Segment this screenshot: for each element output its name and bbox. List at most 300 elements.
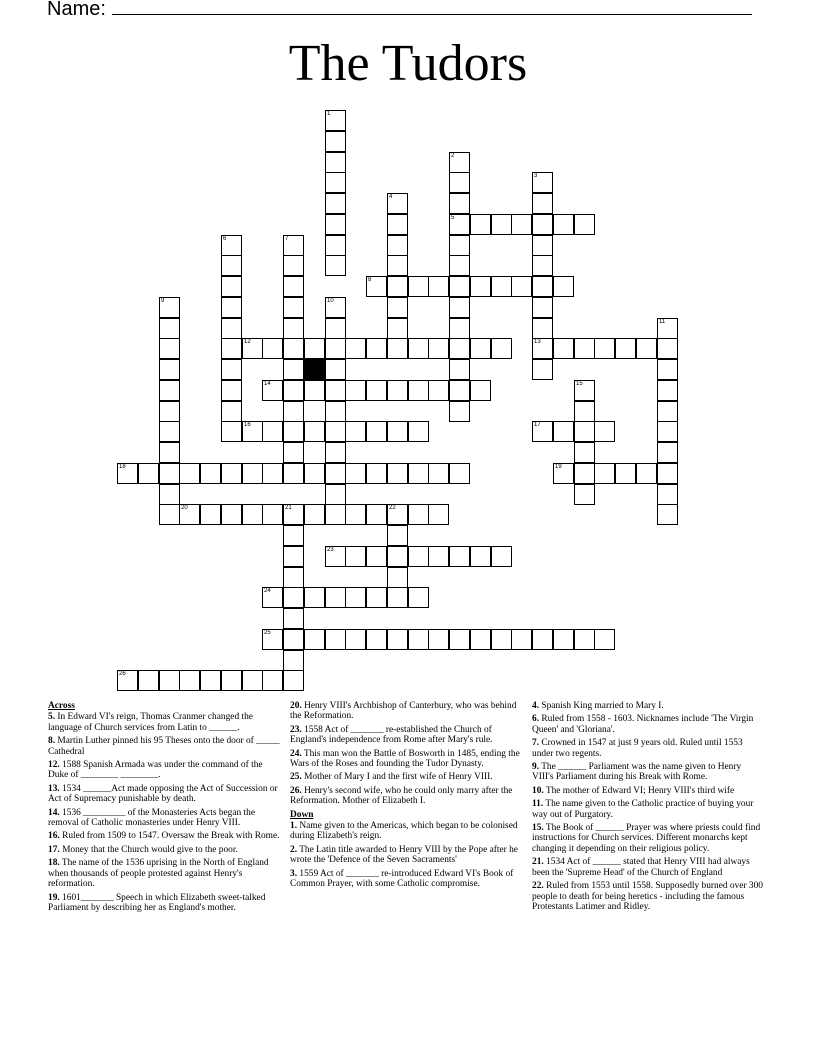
grid-cell[interactable] <box>449 401 470 422</box>
clue-text: Crowned in 1547 at just 9 years old. Ruled until 1553 under two regents. <box>532 738 743 759</box>
grid-cell[interactable] <box>325 255 346 276</box>
grid-cell[interactable] <box>449 235 470 256</box>
grid-cell[interactable] <box>574 380 595 401</box>
grid-cell[interactable] <box>408 463 429 484</box>
grid-cell[interactable] <box>574 338 595 359</box>
grid-cell[interactable] <box>449 318 470 339</box>
clue-number-label: 13. <box>48 783 60 794</box>
grid-cell[interactable] <box>553 421 574 442</box>
grid-cell[interactable] <box>283 463 304 484</box>
grid-cell[interactable] <box>179 504 200 525</box>
grid-cell[interactable] <box>325 401 346 422</box>
grid-cell[interactable] <box>325 214 346 235</box>
grid-cell[interactable] <box>449 380 470 401</box>
grid-cell[interactable] <box>387 421 408 442</box>
grid-cell[interactable] <box>283 587 304 608</box>
grid-cell[interactable] <box>221 401 242 422</box>
grid-cell[interactable] <box>387 297 408 318</box>
grid-cell[interactable] <box>387 193 408 214</box>
grid-cell[interactable] <box>491 546 512 567</box>
clue-text: Money that the Church would give to the poor. <box>59 844 238 855</box>
clue-text: The name of the 1536 uprising in the North of England when thousands of people protested against Henry's reformation. <box>48 858 269 890</box>
grid-cell[interactable] <box>283 442 304 463</box>
grid-cell[interactable] <box>159 297 180 318</box>
grid-cell[interactable] <box>283 338 304 359</box>
grid-cell[interactable] <box>594 338 615 359</box>
grid-cell[interactable] <box>179 463 200 484</box>
grid-cell[interactable] <box>594 629 615 650</box>
grid-cell[interactable] <box>532 276 553 297</box>
grid-cell[interactable] <box>221 421 242 442</box>
grid-cell[interactable] <box>159 338 180 359</box>
clue-across <box>290 772 522 782</box>
grid-cell[interactable] <box>325 359 346 380</box>
grid-cell[interactable] <box>408 587 429 608</box>
grid-cell[interactable] <box>387 546 408 567</box>
grid-cell[interactable] <box>532 255 553 276</box>
grid-cell[interactable] <box>221 359 242 380</box>
grid-cell[interactable] <box>325 152 346 173</box>
grid-cell[interactable] <box>283 235 304 256</box>
grid-cell[interactable] <box>532 214 553 235</box>
grid-cell[interactable] <box>366 380 387 401</box>
grid-cell[interactable] <box>428 338 449 359</box>
clue-text: 1601_______ Speech in which Elizabeth sweet-talked Parliament by describing her as England's mother. <box>48 892 266 913</box>
grid-cell[interactable] <box>532 235 553 256</box>
grid-cell[interactable] <box>511 629 532 650</box>
grid-cell[interactable] <box>366 338 387 359</box>
grid-cell[interactable] <box>387 276 408 297</box>
name-label: Name: <box>47 0 106 20</box>
clue-number-label: 4. <box>532 701 540 711</box>
grid-cell[interactable] <box>283 401 304 422</box>
grid-cell[interactable] <box>657 463 678 484</box>
grid-cell[interactable] <box>221 338 242 359</box>
grid-cell[interactable] <box>283 276 304 297</box>
clue-text: 1534 Act of ______ stated that Henry VIII had always been the 'Supreme Head' of the Church of England <box>532 857 750 878</box>
grid-cell[interactable] <box>366 276 387 297</box>
grid-cell[interactable] <box>283 297 304 318</box>
grid-cell[interactable] <box>221 297 242 318</box>
grid-cell[interactable] <box>200 463 221 484</box>
grid-cell[interactable] <box>428 463 449 484</box>
grid-cell[interactable] <box>283 629 304 650</box>
clue-across <box>48 712 280 733</box>
grid-cell[interactable] <box>304 380 325 401</box>
grid-cell[interactable] <box>283 255 304 276</box>
grid-cell[interactable] <box>636 463 657 484</box>
clue-down <box>532 738 764 759</box>
grid-cell[interactable] <box>657 401 678 422</box>
clue-text: Mother of Mary I and the first wife of Henry VIII. <box>301 772 493 783</box>
grid-cell[interactable] <box>283 608 304 629</box>
grid-cell[interactable] <box>594 421 615 442</box>
clue-across <box>48 831 280 841</box>
clue-number: 26 <box>119 671 126 677</box>
grid-cell[interactable] <box>449 193 470 214</box>
grid-cell[interactable] <box>574 401 595 422</box>
grid-cell[interactable] <box>345 587 366 608</box>
grid-cell[interactable] <box>304 629 325 650</box>
grid-cell[interactable] <box>345 504 366 525</box>
grid-cell[interactable] <box>159 380 180 401</box>
clue-number-label: 23. <box>290 724 302 735</box>
grid-cell[interactable] <box>470 214 491 235</box>
grid-cell[interactable] <box>283 567 304 588</box>
grid-cell[interactable] <box>470 338 491 359</box>
clue-number: 24 <box>264 588 271 594</box>
grid-cell[interactable] <box>242 421 263 442</box>
grid-cell[interactable] <box>283 318 304 339</box>
clue-number: 6 <box>223 236 227 242</box>
grid-cell[interactable] <box>491 338 512 359</box>
grid-cell[interactable] <box>574 421 595 442</box>
grid-cell[interactable] <box>532 297 553 318</box>
grid-cell[interactable] <box>408 629 429 650</box>
grid-cell[interactable] <box>325 421 346 442</box>
clue-text: Ruled from 1558 - 1603. Nicknames include 'The Virgin Queen' and 'Gloriana'. <box>532 714 754 735</box>
grid-cell[interactable] <box>262 463 283 484</box>
grid-cell[interactable] <box>428 380 449 401</box>
grid-cell[interactable] <box>387 235 408 256</box>
grid-cell[interactable] <box>532 318 553 339</box>
grid-cell[interactable] <box>325 463 346 484</box>
grid-cell[interactable] <box>366 421 387 442</box>
grid-cell[interactable] <box>242 504 263 525</box>
grid-cell[interactable] <box>325 587 346 608</box>
clue-number-label: 16. <box>48 831 60 842</box>
grid-cell[interactable] <box>574 463 595 484</box>
grid-cell[interactable] <box>283 546 304 567</box>
grid-cell[interactable] <box>262 380 283 401</box>
grid-cell[interactable] <box>221 463 242 484</box>
grid-cell[interactable] <box>159 463 180 484</box>
grid-cell[interactable] <box>657 318 678 339</box>
clue-down <box>532 799 764 820</box>
grid-cell[interactable] <box>325 380 346 401</box>
grid-cell[interactable] <box>574 214 595 235</box>
clue-text: 1558 Act of _______ re-established the Church of England's independence from Rome after Mary's rule. <box>290 724 493 746</box>
grid-cell[interactable] <box>532 193 553 214</box>
clue-text: The name given to the Catholic practice of buying your way out of Purgatory. <box>532 799 754 820</box>
grid-cell[interactable] <box>553 276 574 297</box>
clue-number: 21 <box>285 505 292 511</box>
grid-cell[interactable] <box>428 504 449 525</box>
grid-cell[interactable] <box>387 463 408 484</box>
clue-section-heading: Across <box>48 701 75 711</box>
clue-number-label: 10. <box>532 785 544 796</box>
grid-cell[interactable] <box>159 484 180 505</box>
grid-cell[interactable] <box>428 546 449 567</box>
grid-cell[interactable] <box>470 629 491 650</box>
grid-cell[interactable] <box>449 338 470 359</box>
grid-cell[interactable] <box>470 546 491 567</box>
grid-cell[interactable] <box>491 629 512 650</box>
clue-number-label: 14. <box>48 807 60 818</box>
grid-cell[interactable] <box>366 629 387 650</box>
grid-cell[interactable] <box>615 463 636 484</box>
grid-cell[interactable] <box>345 380 366 401</box>
clue-text: Name given to the Americas, which began to be colonised during Elizabeth's reign. <box>290 821 518 842</box>
grid-cell[interactable] <box>387 214 408 235</box>
clue-across <box>48 760 280 781</box>
grid-cell[interactable] <box>387 525 408 546</box>
grid-cell[interactable] <box>532 629 553 650</box>
grid-cell[interactable] <box>138 463 159 484</box>
grid-cell[interactable] <box>159 442 180 463</box>
grid-cell[interactable] <box>511 214 532 235</box>
grid-cell[interactable] <box>325 338 346 359</box>
clue-number: 3 <box>534 173 538 179</box>
grid-cell[interactable] <box>574 629 595 650</box>
grid-cell[interactable] <box>345 338 366 359</box>
grid-cell[interactable] <box>262 587 283 608</box>
grid-cell[interactable] <box>345 421 366 442</box>
grid-cell[interactable] <box>138 670 159 691</box>
grid-cell[interactable] <box>325 110 346 131</box>
clue-number-label: 25. <box>290 772 302 783</box>
grid-cell[interactable] <box>657 504 678 525</box>
grid-cell[interactable] <box>387 318 408 339</box>
grid-cell[interactable] <box>657 338 678 359</box>
clue-text: Martin Luther pinned his 95 Theses onto the door of _____ Cathedral <box>48 736 280 757</box>
clue-number-label: 9. <box>532 762 540 773</box>
grid-cell[interactable] <box>159 421 180 442</box>
clue-number-label: 7. <box>532 738 540 749</box>
clue-text: Ruled from 1509 to 1547. Oversaw the Break with Rome. <box>59 831 280 842</box>
clue-number-label: 2. <box>290 844 298 855</box>
grid-cell[interactable] <box>449 276 470 297</box>
grid-cell[interactable] <box>657 421 678 442</box>
grid-cell[interactable] <box>553 214 574 235</box>
grid-cell[interactable] <box>159 318 180 339</box>
clue-text: Henry VIII's Archbishop of Canterbury, who was behind the Reformation. <box>290 701 517 722</box>
grid-cell[interactable] <box>159 359 180 380</box>
grid-cell[interactable] <box>408 380 429 401</box>
grid-cell[interactable] <box>221 504 242 525</box>
clue-number-label: 1. <box>290 821 298 832</box>
grid-cell[interactable] <box>532 338 553 359</box>
grid-cell[interactable] <box>283 504 304 525</box>
grid-cell[interactable] <box>325 131 346 152</box>
grid-cell[interactable] <box>387 255 408 276</box>
grid-cell[interactable] <box>449 359 470 380</box>
clue-down <box>532 701 764 711</box>
clue-across <box>48 808 280 829</box>
clue-text: Henry's second wife, who he could only marry after the Reformation. Mother of Elizabeth I. <box>290 785 513 807</box>
clue-number: 9 <box>161 298 165 304</box>
grid-cell[interactable] <box>449 629 470 650</box>
grid-cell[interactable] <box>325 504 346 525</box>
grid-cell[interactable] <box>283 380 304 401</box>
grid-cell[interactable] <box>325 629 346 650</box>
grid-cell[interactable] <box>657 442 678 463</box>
clue-number: 22 <box>389 505 396 511</box>
clue-number: 18 <box>119 464 126 470</box>
clue-across <box>290 749 522 770</box>
grid-cell[interactable] <box>491 214 512 235</box>
clues-column-1 <box>48 701 280 916</box>
clue-number-label: 15. <box>532 823 544 834</box>
clue-text: 1559 Act of _______ re-introduced Edward VI's Book of Common Prayer, with some Catholic compromise. <box>290 868 514 890</box>
grid-cell[interactable] <box>159 670 180 691</box>
clue-number: 15 <box>576 381 583 387</box>
clue-down <box>290 821 522 842</box>
clue-number: 17 <box>534 422 541 428</box>
grid-cell[interactable] <box>366 587 387 608</box>
clue-number: 14 <box>264 381 271 387</box>
grid-cell[interactable] <box>491 276 512 297</box>
grid-cell[interactable] <box>532 421 553 442</box>
clue-number: 13 <box>534 339 541 345</box>
grid-cell[interactable] <box>221 276 242 297</box>
clue-text: The Book of ______ Prayer was where priests could find instructions for Church services. Different monarchs kept changing it depending on their religious policy. <box>532 823 761 854</box>
grid-cell[interactable] <box>470 276 491 297</box>
grid-cell[interactable] <box>242 670 263 691</box>
clues-column-3 <box>532 701 764 915</box>
grid-cell[interactable] <box>242 338 263 359</box>
grid-cell[interactable] <box>221 235 242 256</box>
grid-cell[interactable] <box>387 567 408 588</box>
grid-cell[interactable] <box>262 504 283 525</box>
clue-number: 5 <box>451 215 455 221</box>
clue-down <box>290 845 522 866</box>
grid-cell[interactable] <box>511 276 532 297</box>
grid-cell[interactable] <box>574 484 595 505</box>
grid-cell[interactable] <box>574 442 595 463</box>
grid-cell[interactable] <box>366 463 387 484</box>
grid-cell[interactable] <box>636 338 657 359</box>
grid-cell[interactable] <box>449 297 470 318</box>
grid-cell[interactable] <box>159 504 180 525</box>
grid-cell[interactable] <box>408 338 429 359</box>
grid-cell[interactable] <box>283 359 304 380</box>
grid-cell[interactable] <box>366 504 387 525</box>
grid-cell[interactable] <box>283 650 304 671</box>
grid-cell[interactable] <box>387 504 408 525</box>
clues-column-2 <box>290 701 522 893</box>
grid-cell[interactable] <box>428 276 449 297</box>
grid-cell[interactable] <box>470 380 491 401</box>
grid-cell[interactable] <box>200 670 221 691</box>
grid-cell[interactable] <box>366 546 387 567</box>
grid-cell[interactable] <box>221 318 242 339</box>
grid-cell[interactable] <box>325 297 346 318</box>
grid-cell[interactable] <box>408 276 429 297</box>
clue-down <box>532 823 764 854</box>
grid-cell[interactable] <box>262 670 283 691</box>
grid-cell[interactable] <box>345 629 366 650</box>
grid-cell[interactable] <box>304 587 325 608</box>
grid-cell[interactable] <box>408 421 429 442</box>
grid-cell[interactable] <box>615 338 636 359</box>
grid-cell[interactable] <box>325 546 346 567</box>
grid-cell[interactable] <box>262 629 283 650</box>
grid-cell[interactable] <box>283 421 304 442</box>
clue-number-label: 12. <box>48 760 60 771</box>
clue-number-label: 26. <box>290 785 302 796</box>
grid-cell[interactable] <box>387 338 408 359</box>
clue-across <box>48 736 280 757</box>
grid-cell[interactable] <box>428 629 449 650</box>
grid-cell[interactable] <box>325 484 346 505</box>
grid-cell[interactable] <box>325 235 346 256</box>
grid-cell[interactable] <box>594 463 615 484</box>
clue-down <box>532 881 764 912</box>
grid-cell[interactable] <box>304 338 325 359</box>
clue-number: 8 <box>368 277 372 283</box>
grid-cell[interactable] <box>532 172 553 193</box>
grid-cell[interactable] <box>408 546 429 567</box>
clue-number: 19 <box>555 464 562 470</box>
grid-cell[interactable] <box>345 463 366 484</box>
grid-cell[interactable] <box>553 463 574 484</box>
grid-cell[interactable] <box>221 380 242 401</box>
grid-cell[interactable] <box>449 152 470 173</box>
clue-number-label: 5. <box>48 712 56 723</box>
grid-cell[interactable] <box>449 255 470 276</box>
grid-cell[interactable] <box>449 463 470 484</box>
grid-cell[interactable] <box>408 504 429 525</box>
grid-cell[interactable] <box>532 359 553 380</box>
grid-cell[interactable] <box>283 525 304 546</box>
grid-cell[interactable] <box>262 338 283 359</box>
grid-cell[interactable] <box>262 421 283 442</box>
grid-cell[interactable] <box>159 401 180 422</box>
clue-section-heading: Down <box>290 809 314 820</box>
clue-number: 4 <box>389 194 393 200</box>
grid-cell[interactable] <box>449 172 470 193</box>
clue-down <box>532 762 764 783</box>
page-title: The Tudors <box>288 35 528 92</box>
clue-across <box>48 858 280 889</box>
clue-number: 2 <box>451 153 455 159</box>
grid-cell[interactable] <box>449 214 470 235</box>
grid-cell[interactable] <box>221 670 242 691</box>
grid-cell[interactable] <box>387 629 408 650</box>
grid-cell[interactable] <box>283 670 304 691</box>
grid-cell[interactable] <box>387 587 408 608</box>
grid-cell[interactable] <box>179 670 200 691</box>
grid-cell[interactable] <box>304 421 325 442</box>
grid-cell[interactable] <box>304 463 325 484</box>
grid-cell[interactable] <box>345 546 366 567</box>
grid-cell[interactable] <box>325 193 346 214</box>
clue-number: 7 <box>285 236 289 242</box>
clue-number-label: 17. <box>48 844 60 855</box>
grid-cell[interactable] <box>387 380 408 401</box>
grid-cell[interactable] <box>221 255 242 276</box>
grid-cell[interactable] <box>117 670 138 691</box>
clue-number-label: 19. <box>48 892 60 903</box>
clue-text: 1536 _________ of the Monasteries Acts began the removal of Catholic monasteries under Henry VIII. <box>48 807 255 829</box>
grid-cell[interactable] <box>553 338 574 359</box>
grid-cell[interactable] <box>657 359 678 380</box>
grid-cell[interactable] <box>449 546 470 567</box>
clue-number: 10 <box>327 298 334 304</box>
grid-cell[interactable] <box>657 484 678 505</box>
grid-cell[interactable] <box>242 463 263 484</box>
grid-cell[interactable] <box>325 442 346 463</box>
grid-cell[interactable] <box>325 318 346 339</box>
clue-number-label: 11. <box>532 799 544 810</box>
grid-cell[interactable] <box>304 504 325 525</box>
grid-cell[interactable] <box>117 463 138 484</box>
grid-cell[interactable] <box>553 629 574 650</box>
grid-cell[interactable] <box>657 380 678 401</box>
grid-cell[interactable] <box>200 504 221 525</box>
grid-cell[interactable] <box>325 172 346 193</box>
